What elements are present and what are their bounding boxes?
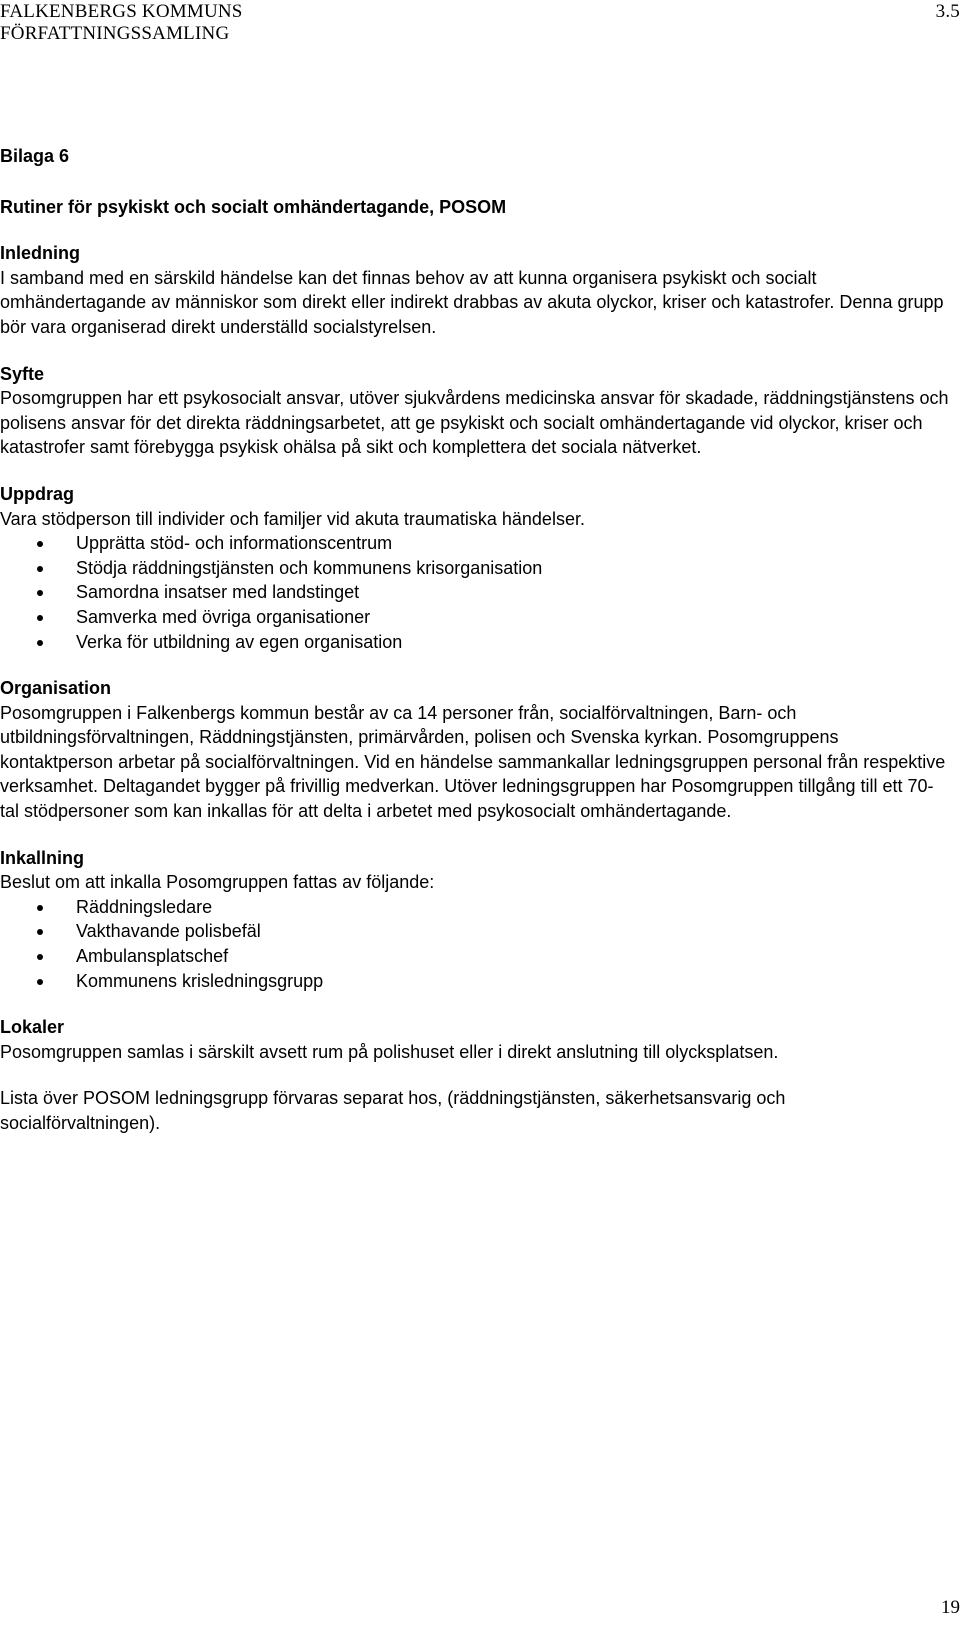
list-item-text: Räddningsledare [76,896,213,917]
bullet-icon [37,590,43,596]
list-item-text: Stödja räddningstjänsten och kommunens krisorganisation [76,557,543,578]
list-item-text: Ambulansplatschef [76,946,229,967]
list-item [0,556,950,581]
list-item-text: Kommunens krisledningsgrupp [76,970,324,991]
bullet-icon [37,615,43,621]
heading-uppdrag: Uppdrag [0,483,74,504]
bullet-icon [37,640,43,646]
heading-inkallning: Inkallning [0,847,85,868]
bullet-icon [37,566,43,572]
bullet-icon [37,954,43,960]
paragraph-lokaler-note: Lista över POSOM ledningsgrupp förvaras separat hos, (räddningstjänsten, säkerhetsansvarig och socialförvaltningen). [0,1088,786,1133]
header-org-line2: FÖRFATTNINGSSAMLING [0,23,230,44]
list-item-text: Upprätta stöd- och informationscentrum [76,533,393,554]
list-item [0,895,950,920]
paragraph-organisation: Posomgruppen i Falkenbergs kommun består av ca 14 personer från, socialförvaltningen, Barn- och utbildningsförvaltningen, Räddningstjänsten, primärvården, polisen och Svenska kyrkan. Posomgruppens kontaktperson arbetar på socialförvaltningen. Vid en händelse sammankallar ledningsgruppen personal från respektive verksamhet. Deltagandet bygger på frivillig medverkan. Utöver ledningsgruppen har Posomgruppen tillgång till ett 70-tal stödpersoner som kan inkallas för att delta i arbetet med psykosocialt omhändertagande. [0,702,946,822]
list-item [0,919,950,944]
document-body [0,144,950,1136]
list-item [0,580,950,605]
heading-inledning: Inledning [0,243,80,264]
bullet-icon [37,979,43,985]
page-number: 19 [941,1597,960,1618]
appendix-label: Bilaga 6 [0,146,70,166]
heading-organisation: Organisation [0,678,112,699]
paragraph-inkallning-intro: Beslut om att inkalla Posomgruppen fattas av följande: [0,872,435,893]
list-item [0,531,950,556]
list-item-text: Vakthavande polisbefäl [76,921,261,942]
list-item-text: Samverka med övriga organisationer [76,606,371,627]
inkallning-list [0,895,950,993]
list-item-text: Verka för utbildning av egen organisation [76,631,403,652]
paragraph-uppdrag-intro: Vara stödperson till individer och familjer vid akuta traumatiska händelser. [0,508,585,529]
list-item-text: Samordna insatser med landstinget [76,582,360,603]
list-item [0,605,950,630]
heading-syfte: Syfte [0,363,45,384]
list-item [0,944,950,969]
uppdrag-list [0,531,950,654]
bullet-icon [37,905,43,911]
heading-lokaler: Lokaler [0,1017,65,1038]
bullet-icon [37,541,43,547]
document-title: Rutiner för psykiskt och socialt omhändertagande, POSOM [0,196,507,217]
bullet-icon [37,929,43,935]
list-item [0,969,950,994]
header-section-number: 3.5 [935,1,960,22]
header-org-line1: FALKENBERGS KOMMUNS [0,1,243,22]
paragraph-lokaler: Posomgruppen samlas i särskilt avsett rum på polishuset eller i direkt anslutning till olycksplatsen. [0,1041,779,1062]
paragraph-inledning: I samband med en särskild händelse kan det finnas behov av att kunna organisera psykiskt och socialt omhändertagande av människor som direkt eller indirekt drabbas av akuta olyckor, kriser och katastrofer. Denna grupp bör vara organiserad direkt underställd socialstyrelsen. [0,267,944,337]
paragraph-syfte: Posomgruppen har ett psykosocialt ansvar, utöver sjukvårdens medicinska ansvar för skadade, räddningstjänstens och polisens ansvar för det direkta räddningsarbetet, att ge psykiskt och socialt omhändertagande vid olyckor, kriser och katastrofer samt förebygga psykisk ohälsa på sikt och komplettera det sociala nätverket. [0,388,949,458]
list-item [0,630,950,655]
